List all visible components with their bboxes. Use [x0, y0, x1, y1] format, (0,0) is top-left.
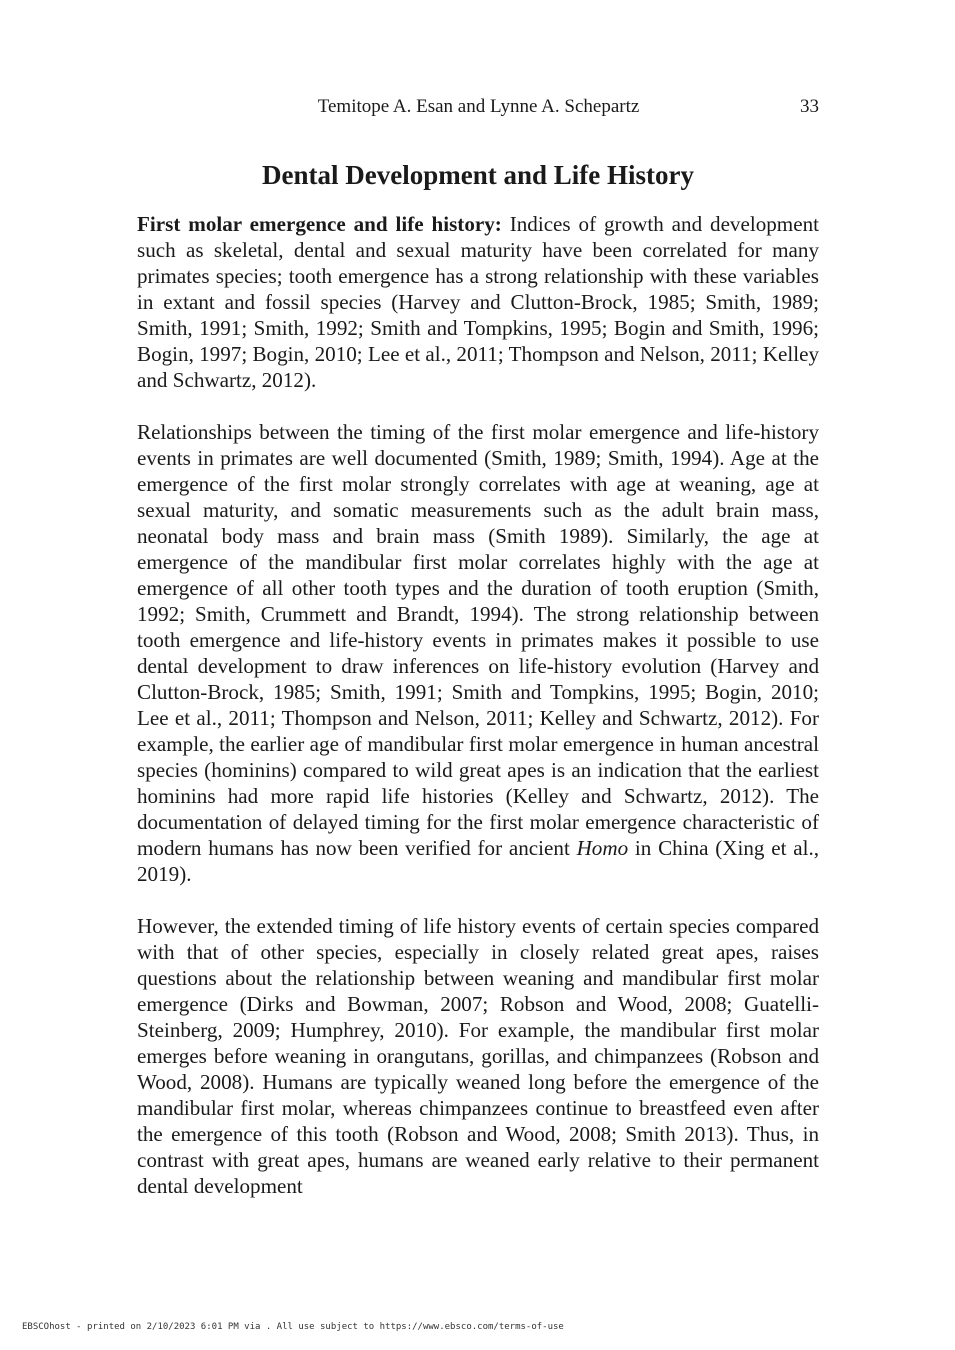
running-header-authors: Temitope A. Esan and Lynne A. Schepartz [317, 96, 640, 117]
running-header [137, 96, 819, 124]
paragraph-text: Indices of growth and development such as skeletal, dental and sexual maturity have been correlated for many primates species; tooth emergence has a strong relationship with these variables in extant and fossil species (Harvey and Clutton-Brock, 1985; Smith, 1989; Smith, 1991; Smith, 1992; Smith and Tompkins, 1995; Bogin and Smith, 1996; Bogin, 1997; Bogin, 2010; Lee et al., 2011; Thompson and Nelson, 2011; Kelley and Schwartz, 2012). [137, 212, 819, 392]
body-text [137, 211, 819, 1225]
paragraph-lead-heading: First molar emergence and life history: [137, 212, 502, 236]
section-title: Dental Development and Life History [262, 160, 694, 190]
italic-genus-name: Homo [576, 836, 629, 860]
paragraph-text: However, the extended timing of life history events of certain species compared with that of other species, especially in closely related great apes, raises questions about the relationship between weaning and mandibular first molar emergence (Dirks and Bowman, 2007; Robson and Wood, 2008; Guatelli-Steinberg, 2009; Humphrey, 2010). For example, the mandibular first molar emerges before weaning in orangutans, gorillas, and chimpanzees (Robson and Wood, 2008). Humans are typically weaned long before the emergence of the mandibular first molar, whereas chimpanzees continue to breastfeed even after the emergence of this tooth (Robson and Wood, 2008; Smith 2013). Thus, in contrast with great apes, humans are weaned early relative to their permanent dental development [137, 914, 819, 1198]
paragraph-extended-timing [137, 913, 819, 1199]
paragraph-first-molar-emergence [137, 211, 819, 393]
page-number: 33 [800, 96, 819, 117]
paragraph-text: Relationships between the timing of the first molar emergence and life-history events in primates are well documented (Smith, 1989; Smith, 1994). Age at the emergence of the first molar strongly correlates with age at weaning, age at sexual maturity, and somatic measurements such as the adult brain mass, neonatal body mass and brain mass (Smith 1989). Similarly, the age at emergence of the mandibular first molar correlates highly with the age at emergence of all other tooth types and the duration of tooth eruption (Smith, 1992; Smith, Crummett and Brandt, 1994). The strong relationship between tooth emergence and life-history events in primates makes it possible to use dental development to draw inferences on life-history evolution (Harvey and Clutton-Brock, 1985; Smith, 1991; Smith and Tompkins, 1995; Bogin, 2010; Lee et al., 2011; Thompson and Nelson, 2011; Kelley and Schwartz, 2012). For example, the earlier age of mandibular first molar emergence in human ancestral species (hominins) compared to wild great apes is an indication that the earliest hominins had more rapid life histories (Kelley and Schwartz, 2012). The documentation of delayed timing for the first molar emergence characteristic of modern humans has now been verified for ancient [137, 420, 819, 860]
paragraph-relationships [137, 419, 819, 887]
paragraph-text-continued: in China (Xing et al., 2019). [137, 836, 819, 886]
ebscohost-footer: EBSCOhost - printed on 2/10/2023 6:01 PM via . All use subject to https://www.ebsco.com/terms-of-use [22, 1322, 564, 1332]
